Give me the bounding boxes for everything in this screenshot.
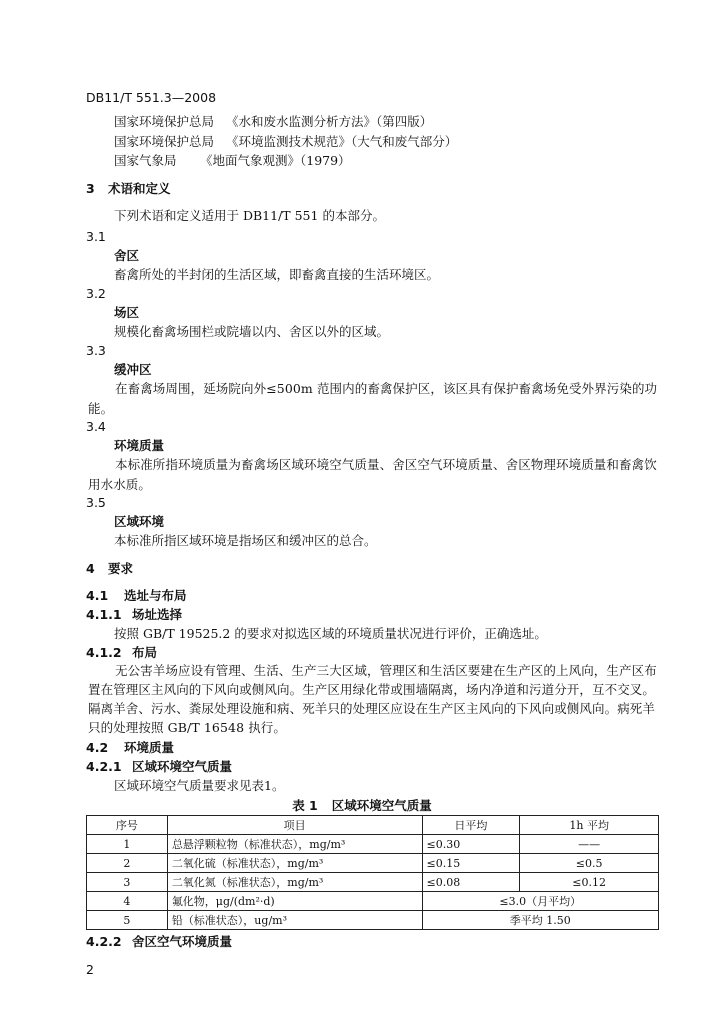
subsection-title: 区域环境空气质量 — [132, 759, 233, 774]
term-definition: 畜禽所处的半封闭的生活区域，即畜禽直接的生活环境区。 — [114, 267, 440, 282]
air-quality-table — [86, 815, 659, 930]
term-name: 区域环境 — [114, 514, 165, 529]
row-item: 铅（标准状态），ug/m³ — [167, 911, 422, 930]
section-intro: 下列术语和定义适用于 DB11/T 551 的本部分。 — [114, 208, 385, 223]
row-hourly: ≤0.5 — [520, 854, 659, 873]
subsection-number: 4.1.1 — [86, 607, 122, 622]
reference-org: 国家环境保护总局 — [114, 134, 215, 149]
term-definition: 规模化畜禽场围栏或院墙以内、舍区以外的区域。 — [114, 324, 390, 339]
subsection-number: 4.2.1 — [86, 759, 122, 774]
row-daily: ≤0.15 — [422, 854, 520, 873]
table-label: 表 1 — [292, 798, 318, 813]
reference-item — [114, 134, 457, 150]
subsection-text: 按照 GB/T 19525.2 的要求对拟选区域的环境质量状况进行评价，正确选址。 — [114, 626, 547, 641]
term-number: 3.2 — [86, 286, 106, 301]
table-caption — [0, 796, 724, 814]
term-number: 3.4 — [86, 419, 106, 434]
row-number: 5 — [87, 911, 168, 930]
reference-item — [114, 153, 351, 169]
page-number: 2 — [86, 962, 94, 977]
section-heading — [86, 561, 133, 577]
subsection-heading — [86, 934, 232, 950]
section-number: 3 — [86, 181, 95, 196]
column-header: 日平均 — [422, 816, 520, 835]
subsection-title: 布局 — [132, 645, 158, 660]
row-number: 3 — [87, 873, 168, 892]
subsection-number: 4.1.2 — [86, 645, 122, 660]
term-definition: 本标准所指环境质量为畜禽场区域环境空气质量、舍区空气环境质量、舍区物理环境质量和畜禽饮用水水质。 — [88, 457, 657, 492]
doc-id: DB11/T 551.3—2008 — [86, 90, 217, 105]
subsection-number: 4.1 — [86, 588, 109, 603]
term-name: 舍区 — [114, 248, 140, 263]
subsection-title: 选址与布局 — [124, 588, 187, 603]
row-hourly: —— — [520, 835, 659, 854]
row-item: 氟化物，μg/(dm²·d) — [167, 892, 422, 911]
row-number: 1 — [87, 835, 168, 854]
section-number: 4 — [86, 561, 95, 576]
term-name: 场区 — [114, 305, 140, 320]
row-item: 二氧化硫（标准状态），mg/m³ — [167, 854, 422, 873]
reference-org: 国家环境保护总局 — [114, 114, 215, 129]
row-item: 二氧化氮（标准状态），mg/m³ — [167, 873, 422, 892]
reference-org: 国家气象局 — [114, 153, 177, 168]
table-row — [87, 873, 659, 892]
subsection-heading — [86, 645, 157, 661]
subsection-number: 4.2.2 — [86, 934, 122, 949]
column-header: 序号 — [87, 816, 168, 835]
section-title: 术语和定义 — [108, 181, 171, 196]
subsection-heading — [86, 740, 174, 756]
table-header-row — [87, 816, 659, 835]
row-hourly: ≤0.12 — [520, 873, 659, 892]
subsection-text: 区域环境空气质量要求见表1。 — [114, 778, 285, 793]
subsection-heading — [86, 607, 182, 623]
reference-item — [114, 114, 432, 130]
term-number: 3.5 — [86, 495, 106, 510]
term-name: 缓冲区 — [114, 362, 152, 377]
column-header: 1h 平均 — [520, 816, 659, 835]
column-header: 项目 — [167, 816, 422, 835]
section-heading — [86, 181, 171, 197]
row-number: 2 — [87, 854, 168, 873]
row-merged-value: 季平均 1.50 — [422, 911, 658, 930]
term-number: 3.3 — [86, 343, 106, 358]
reference-title: 《水和废水监测分析方法》（第四版） — [226, 114, 433, 129]
subsection-heading — [86, 759, 232, 775]
table-row — [87, 854, 659, 873]
row-daily: ≤0.08 — [422, 873, 520, 892]
reference-title: 《地面气象观测》（1979） — [200, 153, 351, 168]
term-number: 3.1 — [86, 229, 106, 244]
subsection-title: 场址选择 — [132, 607, 183, 622]
row-item: 总悬浮颗粒物（标准状态），mg/m³ — [167, 835, 422, 854]
term-definition: 本标准所指区域环境是指场区和缓冲区的总合。 — [114, 533, 377, 548]
reference-title: 《环境监测技术规范》（大气和废气部分） — [226, 134, 458, 149]
subsection-title: 舍区空气环境质量 — [132, 934, 233, 949]
table-title: 区域环境空气质量 — [331, 798, 432, 813]
section-title: 要求 — [108, 561, 134, 576]
row-daily: ≤0.30 — [422, 835, 520, 854]
subsection-number: 4.2 — [86, 740, 109, 755]
row-number: 4 — [87, 892, 168, 911]
subsection-title: 环境质量 — [124, 740, 175, 755]
term-definition: 在畜禽场周围，延场院向外≤500m 范围内的畜禽保护区，该区具有保护畜禽场免受外界污染的功能。 — [88, 381, 658, 416]
subsection-heading — [86, 588, 187, 604]
row-merged-value: ≤3.0（月平均） — [422, 892, 658, 911]
table-row — [87, 911, 659, 930]
table-row — [87, 892, 659, 911]
term-name: 环境质量 — [114, 438, 165, 453]
table-row — [87, 835, 659, 854]
subsection-text: 无公害羊场应设有管理、生活、生产三大区域，管理区和生活区要建在生产区的上风向，生产区布置在管理区主风向的下风向或侧风向。生产区用绿化带或围墙隔离，场内净道和污道分开，互不交叉。隔离羊舍、污水、粪尿处理设施和病、死羊只的处理区应设在生产区主风向的下风向或侧风向。病死羊只的处理按照 GB/T 16548 执行。 — [88, 663, 657, 735]
